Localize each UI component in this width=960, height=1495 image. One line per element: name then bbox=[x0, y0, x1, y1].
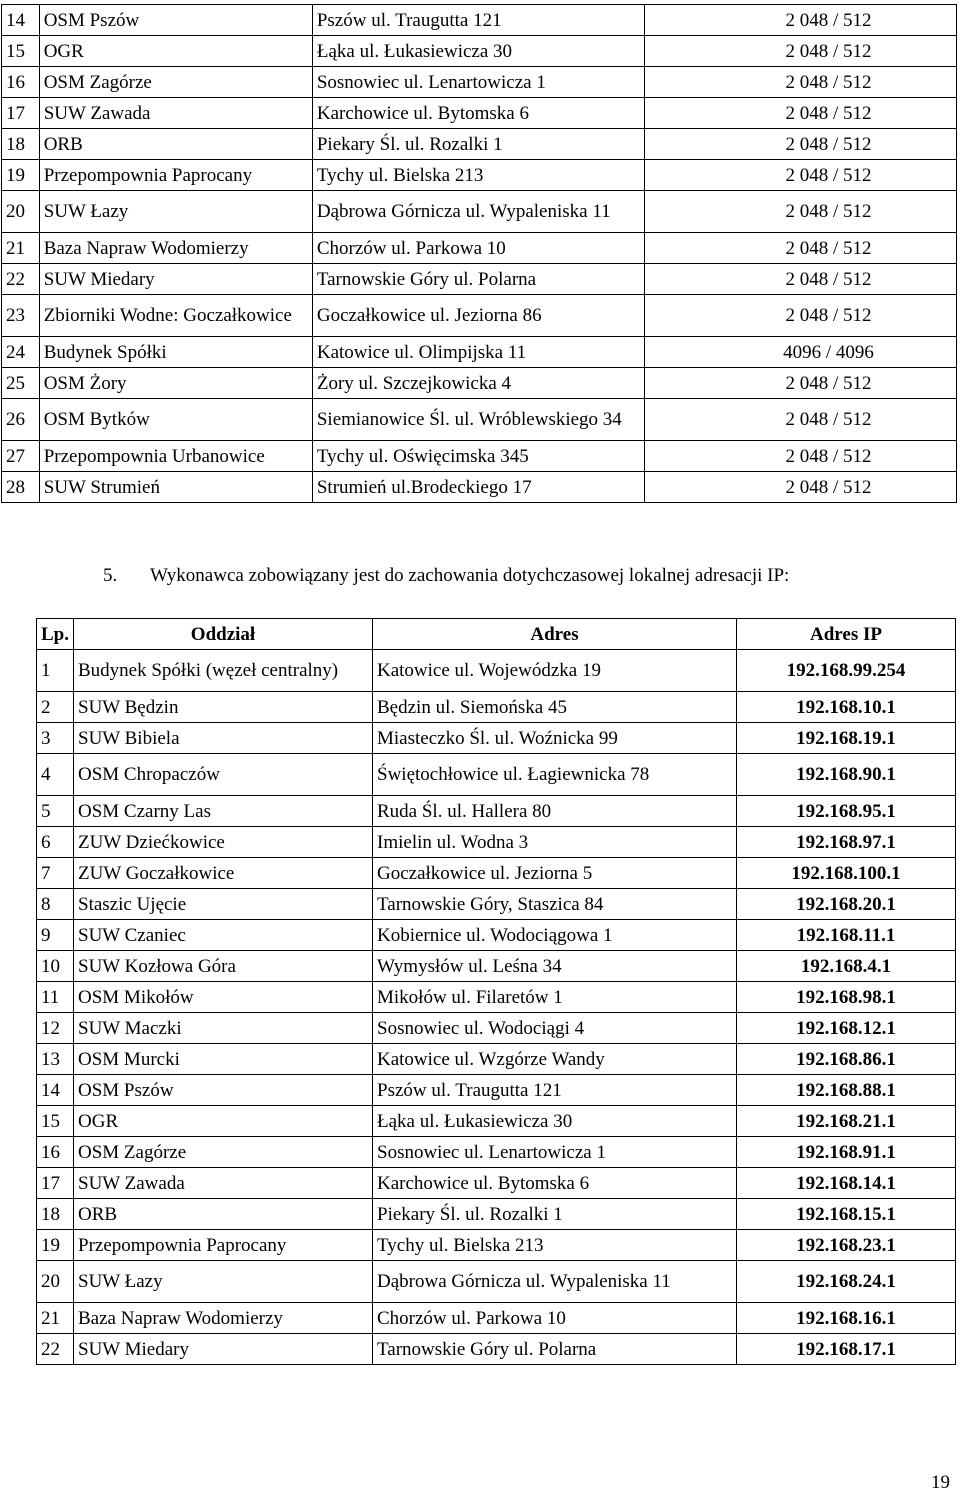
cell-ip: 192.168.15.1 bbox=[737, 1199, 956, 1230]
table-row bbox=[2, 5, 957, 36]
cell-address: Tarnowskie Góry ul. Polarna bbox=[373, 1334, 737, 1365]
cell-address: Chorzów ul. Parkowa 10 bbox=[373, 1303, 737, 1334]
cell-name: SUW Maczki bbox=[74, 1013, 373, 1044]
cell-lp: 17 bbox=[37, 1168, 74, 1199]
cell-lp: 13 bbox=[37, 1044, 74, 1075]
cell-lp: 15 bbox=[37, 1106, 74, 1137]
cell-address: Tychy ul. Bielska 213 bbox=[373, 1230, 737, 1261]
cell-ip: 192.168.23.1 bbox=[737, 1230, 956, 1261]
cell-address: Karchowice ul. Bytomska 6 bbox=[373, 1168, 737, 1199]
cell-address: Pszów ul. Traugutta 121 bbox=[373, 1075, 737, 1106]
cell-lp: 9 bbox=[37, 920, 74, 951]
cell-lp: 2 bbox=[37, 692, 74, 723]
cell-lp: 4 bbox=[37, 754, 74, 796]
cell-lp: 28 bbox=[2, 472, 40, 503]
table-row bbox=[37, 650, 956, 692]
table-row bbox=[2, 337, 957, 368]
table-row bbox=[37, 1137, 956, 1168]
cell-value: 2 048 / 512 bbox=[645, 191, 957, 233]
cell-address: Świętochłowice ul. Łagiewnicka 78 bbox=[373, 754, 737, 796]
cell-address: Piekary Śl. ul. Rozalki 1 bbox=[312, 129, 644, 160]
cell-address: Mikołów ul. Filaretów 1 bbox=[373, 982, 737, 1013]
cell-address: Sosnowiec ul. Lenartowicza 1 bbox=[312, 67, 644, 98]
table-row bbox=[2, 368, 957, 399]
table-row bbox=[2, 233, 957, 264]
cell-lp: 3 bbox=[37, 723, 74, 754]
cell-lp: 20 bbox=[37, 1261, 74, 1303]
cell-value: 2 048 / 512 bbox=[645, 264, 957, 295]
cell-name: SUW Miedary bbox=[39, 264, 312, 295]
cell-name: ORB bbox=[39, 129, 312, 160]
cell-lp: 19 bbox=[2, 160, 40, 191]
table-row bbox=[37, 920, 956, 951]
cell-lp: 5 bbox=[37, 796, 74, 827]
cell-value: 2 048 / 512 bbox=[645, 98, 957, 129]
cell-value: 2 048 / 512 bbox=[645, 160, 957, 191]
table-row bbox=[37, 858, 956, 889]
cell-lp: 25 bbox=[2, 368, 40, 399]
table-row bbox=[2, 129, 957, 160]
cell-name: OSM Zagórze bbox=[39, 67, 312, 98]
cell-name: OGR bbox=[39, 36, 312, 67]
cell-name: SUW Miedary bbox=[74, 1334, 373, 1365]
table-row bbox=[37, 982, 956, 1013]
cell-name: ZUW Goczałkowice bbox=[74, 858, 373, 889]
table-row bbox=[37, 1199, 956, 1230]
cell-name: SUW Strumień bbox=[39, 472, 312, 503]
table-row bbox=[2, 264, 957, 295]
page-number: 19 bbox=[931, 1472, 950, 1493]
cell-name: OSM Pszów bbox=[74, 1075, 373, 1106]
cell-ip: 192.168.16.1 bbox=[737, 1303, 956, 1334]
cell-name: OSM Żory bbox=[39, 368, 312, 399]
cell-name: ORB bbox=[74, 1199, 373, 1230]
cell-lp: 27 bbox=[2, 441, 40, 472]
cell-address: Katowice ul. Wojewódzka 19 bbox=[373, 650, 737, 692]
cell-name: Przepompownia Urbanowice bbox=[39, 441, 312, 472]
cell-value: 2 048 / 512 bbox=[645, 368, 957, 399]
cell-ip: 192.168.10.1 bbox=[737, 692, 956, 723]
cell-ip: 192.168.12.1 bbox=[737, 1013, 956, 1044]
cell-address: Goczałkowice ul. Jeziorna 5 bbox=[373, 858, 737, 889]
cell-address: Będzin ul. Siemońska 45 bbox=[373, 692, 737, 723]
cell-value: 2 048 / 512 bbox=[645, 399, 957, 441]
table-row bbox=[37, 951, 956, 982]
cell-name: OSM Murcki bbox=[74, 1044, 373, 1075]
cell-ip: 192.168.21.1 bbox=[737, 1106, 956, 1137]
table-row bbox=[37, 1334, 956, 1365]
cell-address: Miasteczko Śl. ul. Woźnicka 99 bbox=[373, 723, 737, 754]
cell-address: Goczałkowice ul. Jeziorna 86 bbox=[312, 295, 644, 337]
cell-lp: 11 bbox=[37, 982, 74, 1013]
cell-value: 2 048 / 512 bbox=[645, 472, 957, 503]
table-row bbox=[37, 1303, 956, 1334]
cell-name: SUW Czaniec bbox=[74, 920, 373, 951]
cell-lp: 16 bbox=[37, 1137, 74, 1168]
cell-ip: 192.168.4.1 bbox=[737, 951, 956, 982]
cell-address: Łąka ul. Łukasiewicza 30 bbox=[312, 36, 644, 67]
cell-ip: 192.168.86.1 bbox=[737, 1044, 956, 1075]
cell-address: Dąbrowa Górnicza ul. Wypaleniska 11 bbox=[373, 1261, 737, 1303]
cell-lp: 12 bbox=[37, 1013, 74, 1044]
table-row bbox=[2, 399, 957, 441]
cell-address: Strumień ul.Brodeckiego 17 bbox=[312, 472, 644, 503]
cell-name: ZUW Dziećkowice bbox=[74, 827, 373, 858]
cell-address: Wymysłów ul. Leśna 34 bbox=[373, 951, 737, 982]
cell-lp: 16 bbox=[2, 67, 40, 98]
cell-address: Tychy ul. Oświęcimska 345 bbox=[312, 441, 644, 472]
cell-lp: 17 bbox=[2, 98, 40, 129]
cell-lp: 14 bbox=[37, 1075, 74, 1106]
table-row bbox=[2, 160, 957, 191]
cell-lp: 26 bbox=[2, 399, 40, 441]
cell-address: Sosnowiec ul. Wodociągi 4 bbox=[373, 1013, 737, 1044]
cell-address: Dąbrowa Górnicza ul. Wypaleniska 11 bbox=[312, 191, 644, 233]
cell-ip: 192.168.88.1 bbox=[737, 1075, 956, 1106]
header-address: Adres bbox=[373, 619, 737, 650]
cell-ip: 192.168.90.1 bbox=[737, 754, 956, 796]
cell-name: Przepompownia Paprocany bbox=[74, 1230, 373, 1261]
cell-address: Katowice ul. Wzgórze Wandy bbox=[373, 1044, 737, 1075]
table-row bbox=[2, 441, 957, 472]
cell-name: Budynek Spółki bbox=[39, 337, 312, 368]
section-note bbox=[103, 565, 789, 587]
cell-address: Tarnowskie Góry ul. Polarna bbox=[312, 264, 644, 295]
cell-name: OSM Chropaczów bbox=[74, 754, 373, 796]
cell-lp: 23 bbox=[2, 295, 40, 337]
cell-name: Budynek Spółki (węzeł centralny) bbox=[74, 650, 373, 692]
cell-address: Pszów ul. Traugutta 121 bbox=[312, 5, 644, 36]
cell-lp: 22 bbox=[2, 264, 40, 295]
cell-ip: 192.168.24.1 bbox=[737, 1261, 956, 1303]
table-row bbox=[2, 472, 957, 503]
cell-value: 2 048 / 512 bbox=[645, 233, 957, 264]
table-row bbox=[37, 1261, 956, 1303]
cell-lp: 22 bbox=[37, 1334, 74, 1365]
cell-name: SUW Bibiela bbox=[74, 723, 373, 754]
table-row bbox=[37, 754, 956, 796]
cell-value: 2 048 / 512 bbox=[645, 5, 957, 36]
cell-address: Tarnowskie Góry, Staszica 84 bbox=[373, 889, 737, 920]
cell-lp: 18 bbox=[2, 129, 40, 160]
table-row bbox=[2, 98, 957, 129]
cell-ip: 192.168.98.1 bbox=[737, 982, 956, 1013]
bandwidth-table bbox=[1, 4, 957, 503]
table-row bbox=[37, 723, 956, 754]
table-row bbox=[37, 1075, 956, 1106]
cell-lp: 24 bbox=[2, 337, 40, 368]
cell-name: OSM Zagórze bbox=[74, 1137, 373, 1168]
cell-ip: 192.168.100.1 bbox=[737, 858, 956, 889]
header-lp: Lp. bbox=[37, 619, 74, 650]
table-row bbox=[37, 1013, 956, 1044]
cell-address: Chorzów ul. Parkowa 10 bbox=[312, 233, 644, 264]
cell-name: Baza Napraw Wodomierzy bbox=[39, 233, 312, 264]
cell-address: Tychy ul. Bielska 213 bbox=[312, 160, 644, 191]
cell-address: Sosnowiec ul. Lenartowicza 1 bbox=[373, 1137, 737, 1168]
cell-lp: 19 bbox=[37, 1230, 74, 1261]
table-row bbox=[37, 889, 956, 920]
cell-ip: 192.168.19.1 bbox=[737, 723, 956, 754]
cell-address: Siemianowice Śl. ul. Wróblewskiego 34 bbox=[312, 399, 644, 441]
cell-lp: 21 bbox=[2, 233, 40, 264]
cell-name: OSM Pszów bbox=[39, 5, 312, 36]
cell-name: Staszic Ujęcie bbox=[74, 889, 373, 920]
cell-address: Łąka ul. Łukasiewicza 30 bbox=[373, 1106, 737, 1137]
cell-lp: 7 bbox=[37, 858, 74, 889]
cell-name: OSM Bytków bbox=[39, 399, 312, 441]
cell-name: Przepompownia Paprocany bbox=[39, 160, 312, 191]
ip-address-table bbox=[36, 618, 956, 1365]
table-header-row bbox=[37, 619, 956, 650]
cell-value: 2 048 / 512 bbox=[645, 441, 957, 472]
cell-lp: 18 bbox=[37, 1199, 74, 1230]
cell-value: 2 048 / 512 bbox=[645, 36, 957, 67]
table-row bbox=[37, 796, 956, 827]
cell-ip: 192.168.99.254 bbox=[737, 650, 956, 692]
table-row bbox=[2, 67, 957, 98]
cell-ip: 192.168.17.1 bbox=[737, 1334, 956, 1365]
cell-name: SUW Łazy bbox=[39, 191, 312, 233]
cell-lp: 14 bbox=[2, 5, 40, 36]
cell-address: Imielin ul. Wodna 3 bbox=[373, 827, 737, 858]
cell-name: SUW Będzin bbox=[74, 692, 373, 723]
cell-address: Żory ul. Szczejkowicka 4 bbox=[312, 368, 644, 399]
cell-address: Katowice ul. Olimpijska 11 bbox=[312, 337, 644, 368]
cell-lp: 8 bbox=[37, 889, 74, 920]
cell-ip: 192.168.14.1 bbox=[737, 1168, 956, 1199]
table-row bbox=[37, 1044, 956, 1075]
table-row bbox=[2, 191, 957, 233]
header-name: Oddział bbox=[74, 619, 373, 650]
cell-value: 4096 / 4096 bbox=[645, 337, 957, 368]
cell-lp: 10 bbox=[37, 951, 74, 982]
cell-value: 2 048 / 512 bbox=[645, 295, 957, 337]
table-row bbox=[37, 1168, 956, 1199]
cell-name: Baza Napraw Wodomierzy bbox=[74, 1303, 373, 1334]
cell-ip: 192.168.91.1 bbox=[737, 1137, 956, 1168]
cell-address: Karchowice ul. Bytomska 6 bbox=[312, 98, 644, 129]
cell-lp: 20 bbox=[2, 191, 40, 233]
cell-address: Piekary Śl. ul. Rozalki 1 bbox=[373, 1199, 737, 1230]
cell-ip: 192.168.11.1 bbox=[737, 920, 956, 951]
table-row bbox=[37, 692, 956, 723]
table-row bbox=[2, 295, 957, 337]
cell-address: Kobiernice ul. Wodociągowa 1 bbox=[373, 920, 737, 951]
cell-value: 2 048 / 512 bbox=[645, 129, 957, 160]
header-ip: Adres IP bbox=[737, 619, 956, 650]
cell-lp: 15 bbox=[2, 36, 40, 67]
note-text: Wykonawca zobowiązany jest do zachowania dotychczasowej lokalnej adresacji IP: bbox=[150, 565, 790, 586]
cell-name: SUW Zawada bbox=[74, 1168, 373, 1199]
cell-name: OSM Mikołów bbox=[74, 982, 373, 1013]
note-number: 5. bbox=[103, 565, 118, 586]
cell-name: SUW Zawada bbox=[39, 98, 312, 129]
table-row bbox=[37, 1230, 956, 1261]
cell-name: SUW Kozłowa Góra bbox=[74, 951, 373, 982]
cell-lp: 1 bbox=[37, 650, 74, 692]
cell-name: OGR bbox=[74, 1106, 373, 1137]
cell-address: Ruda Śl. ul. Hallera 80 bbox=[373, 796, 737, 827]
cell-ip: 192.168.95.1 bbox=[737, 796, 956, 827]
cell-lp: 6 bbox=[37, 827, 74, 858]
table-row bbox=[37, 1106, 956, 1137]
table-row bbox=[2, 36, 957, 67]
cell-name: SUW Łazy bbox=[74, 1261, 373, 1303]
cell-value: 2 048 / 512 bbox=[645, 67, 957, 98]
table-row bbox=[37, 827, 956, 858]
cell-ip: 192.168.97.1 bbox=[737, 827, 956, 858]
cell-name: OSM Czarny Las bbox=[74, 796, 373, 827]
cell-lp: 21 bbox=[37, 1303, 74, 1334]
cell-name: Zbiorniki Wodne: Goczałkowice bbox=[39, 295, 312, 337]
cell-ip: 192.168.20.1 bbox=[737, 889, 956, 920]
